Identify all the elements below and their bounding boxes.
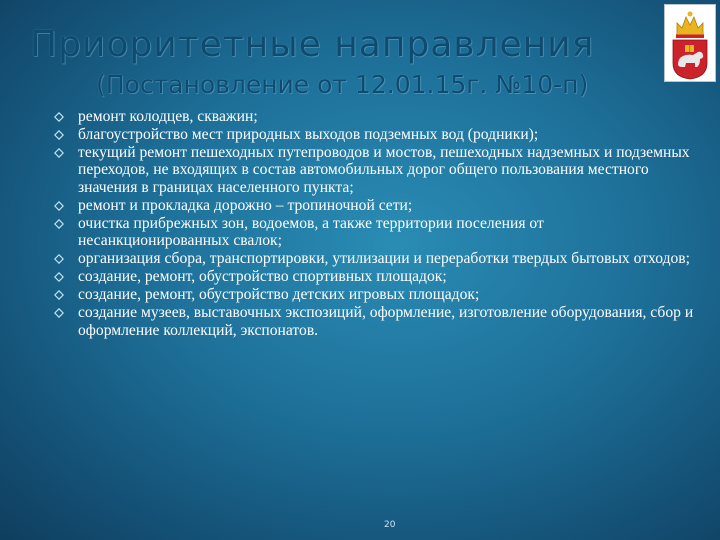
hollow-diamond-bullet-icon (54, 201, 64, 211)
slide-subtitle: (Постановление от 12.01.15г. №10-п) (96, 70, 589, 99)
list-item: текущий ремонт пешеходных путепроводов и мостов, пешеходных надземных и подземных переходов, не входящих в состав автомобильных дорог общего пользования местного значения в границах населенного пункта; (54, 144, 694, 196)
hollow-diamond-bullet-icon (54, 308, 64, 318)
list-item: ремонт колодцев, скважин; (54, 108, 694, 125)
list-item: создание музеев, выставочных экспозиций, оформление, изготовление оборудования, сбор и оформление коллекций, экспонатов. (54, 304, 694, 339)
hollow-diamond-bullet-icon (54, 130, 64, 140)
list-item: ремонт и прокладка дорожно – тропиночной сети; (54, 197, 694, 214)
hollow-diamond-bullet-icon (54, 254, 64, 264)
page-number: 20 (384, 520, 396, 530)
list-item: благоустройство мест природных выходов подземных вод (родники); (54, 126, 694, 143)
hollow-diamond-bullet-icon (54, 272, 64, 282)
list-item: организация сбора, транспортировки, утилизации и переработки твердых бытовых отходов; (54, 250, 694, 267)
list-item: создание, ремонт, обустройство детских игровых площадок; (54, 286, 694, 303)
perm-krai-coat-of-arms-icon (664, 4, 716, 82)
priority-list (54, 108, 694, 340)
hollow-diamond-bullet-icon (54, 219, 64, 229)
list-item: создание, ремонт, обустройство спортивных площадок; (54, 268, 694, 285)
hollow-diamond-bullet-icon (54, 112, 64, 122)
hollow-diamond-bullet-icon (54, 290, 64, 300)
hollow-diamond-bullet-icon (54, 148, 64, 158)
list-item: очистка прибрежных зон, водоемов, а также территории поселения от несанкционированных свалок; (54, 215, 694, 250)
slide-title: Приоритетные направления (30, 24, 595, 65)
